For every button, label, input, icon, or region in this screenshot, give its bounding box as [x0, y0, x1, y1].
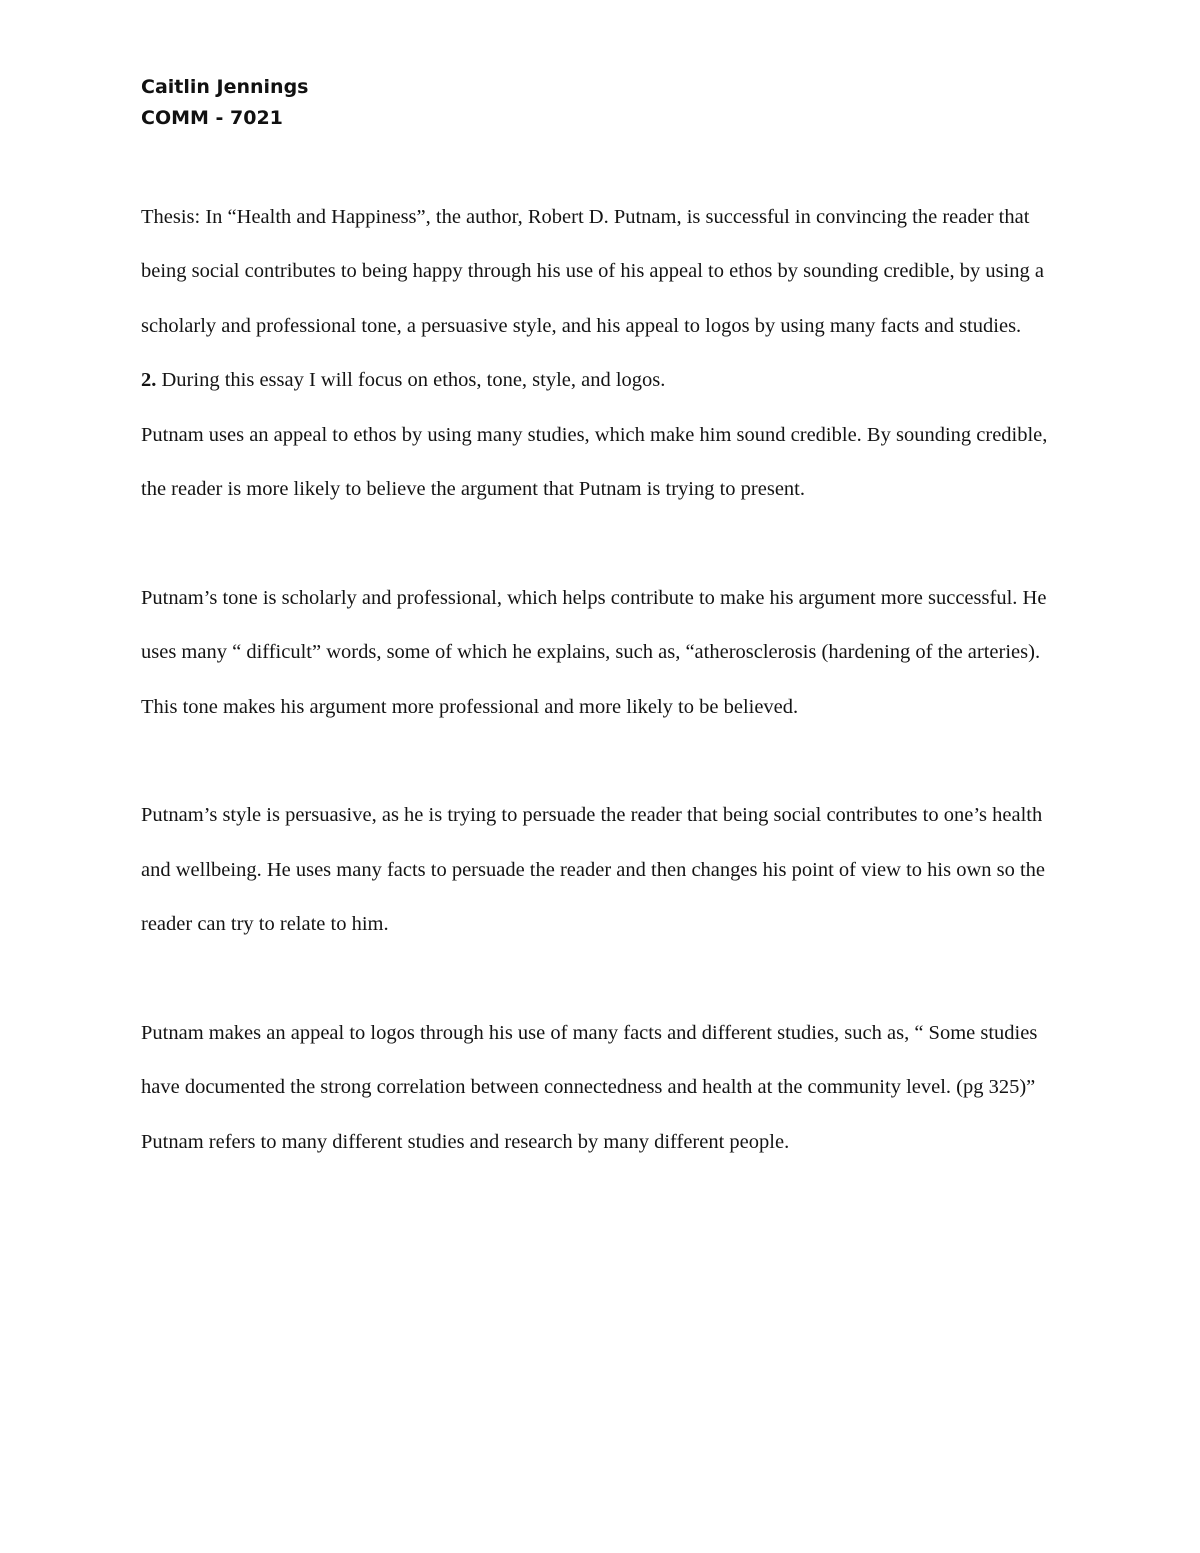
logos-paragraph: Putnam makes an appeal to logos through his use of many facts and different studies, such as, “ Some studies have documented the strong correlation between connectedness and health at the community level. (pg 325)” Putnam refers to many different studies and research by many different people. [141, 1022, 1038, 1153]
course-code: COMM - 7021 [141, 107, 283, 129]
tone-paragraph: Putnam’s tone is scholarly and professional, which helps contribute to make his argument more successful. He uses many “ difficult” words, some of which he explains, such as, “atherosclerosis (hardening of the arteries). This tone makes his argument more professional and more likely to be believed. [141, 586, 1047, 718]
thesis-paragraph: Thesis: In “Health and Happiness”, the author, Robert D. Putnam, is successful in convincing the reader that being social contributes to being happy through his use of his appeal to ethos by sounding credible, by using a scholarly and professional tone, a persuasive style, and his appeal to logos by using many facts and studies. [141, 206, 1044, 337]
point-number: 2. [141, 369, 157, 392]
point-two-text: During this essay I will focus on ethos, tone, style, and logos. [156, 369, 666, 392]
style-paragraph: Putnam’s style is persuasive, as he is trying to persuade the reader that being social contributes to one’s health and wellbeing. He uses many facts to persuade the reader and then changes his point of view to his own so the reader can try to relate to him. [141, 804, 1046, 936]
ethos-paragraph: Putnam uses an appeal to ethos by using many studies, which make him sound credible. By sounding credible, the reader is more likely to believe the argument that Putnam is trying to present. [141, 423, 1048, 501]
author-name: Caitlin Jennings [141, 76, 309, 98]
document-header [141, 72, 308, 134]
point-two-paragraph [141, 353, 1071, 407]
paragraph-gap [141, 952, 1071, 1006]
paragraph-gap [141, 734, 1071, 788]
paragraph-gap [141, 516, 1071, 570]
essay-body [141, 190, 1071, 1169]
